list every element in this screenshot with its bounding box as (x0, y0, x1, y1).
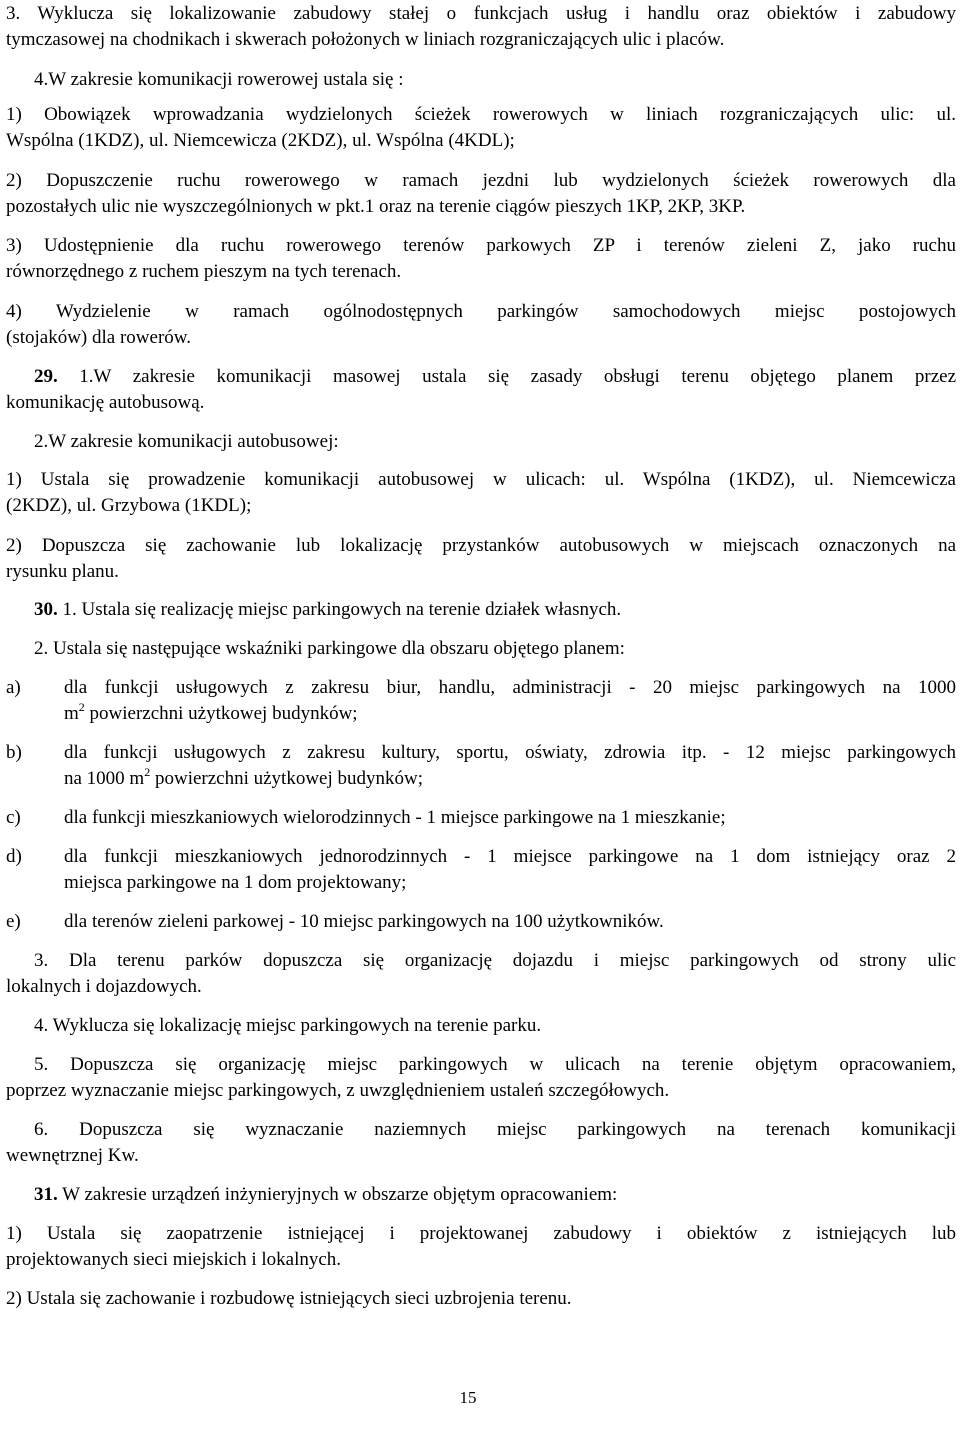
text-line: pozostałych ulic nie wyszczególnionych w pkt.1 oraz na terenie ciągów pieszych 1KP, 2KP, 3KP. (6, 196, 746, 217)
text-span: powierzchni użytkowej budynków; (150, 768, 424, 789)
text-line (64, 702, 956, 726)
text-line: równorzędnego z ruchem pieszym na tych terenach. (6, 261, 402, 282)
list-item-b (6, 741, 956, 765)
list-label: d) (6, 846, 22, 867)
list-item-c (6, 806, 956, 830)
text-line: Wspólna (1KDZ), ul. Niemcewicza (2KDZ), ul. Wspólna (4KDL); (6, 130, 515, 151)
text-line: 4. Wyklucza się lokalizację miejsc parkingowych na terenie parku. (34, 1015, 542, 1036)
section-heading: 4.W zakresie komunikacji rowerowej ustala się : (34, 69, 404, 90)
section-heading: 2.W zakresie komunikacji autobusowej: (34, 431, 339, 452)
superscript: 2 (144, 765, 151, 779)
text-line: (stojaków) dla rowerów. (6, 327, 192, 348)
text-line: 2) Dopuszcza się zachowanie lub lokalizację przystanków autobusowych w miejscach oznaczonych na (6, 535, 956, 556)
paragraph-line (34, 365, 956, 389)
text-span: dla funkcji mieszkaniowych wielorodzinnych - 1 miejsce parkingowe na 1 mieszkanie; (64, 807, 726, 828)
text-span: m (64, 703, 79, 724)
list-item-d (6, 845, 956, 869)
text-line: wewnętrznej Kw. (6, 1145, 139, 1166)
list-item-a (6, 676, 956, 700)
text-line (64, 767, 956, 791)
text-line: 6. Dopuszcza się wyznaczanie naziemnych miejsc parkingowych na terenach komunikacji (34, 1119, 956, 1140)
text-line: projektowanych sieci miejskich i lokalnych. (6, 1249, 342, 1270)
superscript: 2 (78, 700, 85, 714)
text-line: 1) Ustala się zaopatrzenie istniejącej i projektowanej zabudowy i obiektów z istniejących lub (6, 1223, 956, 1244)
text-line: komunikację autobusową. (6, 392, 205, 413)
text-line: (2KDZ), ul. Grzybowa (1KDL); (6, 495, 252, 516)
text-span: W zakresie urządzeń inżynieryjnych w obszarze objętym opracowaniem: (57, 1184, 618, 1205)
text-line: 2. Ustala się następujące wskaźniki parkingowe dla obszaru objętego planem: (34, 638, 625, 659)
text-line: miejsca parkingowe na 1 dom projektowany; (64, 872, 407, 893)
paragraph-number: 30. (34, 599, 58, 620)
paragraph-line (34, 598, 956, 622)
text-line: 5. Dopuszcza się organizację miejsc parkingowych w ulicach na terenie objętym opracowaniem, (34, 1054, 956, 1075)
text-span: 1.W zakresie komunikacji masowej ustala się zasady obsługi terenu objętego planem przez (57, 366, 956, 387)
list-label: c) (6, 807, 21, 828)
paragraph-line (34, 1183, 956, 1207)
text-span: dla terenów zieleni parkowej - 10 miejsc parkingowych na 100 użytkowników. (64, 911, 664, 932)
text-line: 4) Wydzielenie w ramach ogólnodostępnych parkingów samochodowych miejsc postojowych (6, 301, 956, 322)
text-span: dla funkcji usługowych z zakresu biur, handlu, administracji - 20 miejsc parkingowych na 1000 (64, 677, 956, 698)
text-span: 1. Ustala się realizację miejsc parkingowych na terenie działek własnych. (57, 599, 622, 620)
paragraph-number: 31. (34, 1184, 58, 1205)
text-line: 1) Ustala się prowadzenie komunikacji autobusowej w ulicach: ul. Wspólna (1KDZ), ul. Niemcewicza (6, 469, 956, 490)
text-line: 3) Udostępnienie dla ruchu rowerowego terenów parkowych ZP i terenów zieleni Z, jako ruchu (6, 235, 956, 256)
list-label: b) (6, 742, 22, 763)
text-line: 2) Dopuszczenie ruchu rowerowego w ramach jezdni lub wydzielonych ścieżek rowerowych dla (6, 170, 956, 191)
list-label: a) (6, 677, 21, 698)
text-span: powierzchni użytkowej budynków; (84, 703, 358, 724)
text-span: na 1000 m (64, 768, 145, 789)
text-line: poprzez wyznaczanie miejsc parkingowych, z uwzględnieniem ustaleń szczegółowych. (6, 1080, 670, 1101)
text-line: 3. Wyklucza się lokalizowanie zabudowy stałej o funkcjach usług i handlu oraz obiektów i zabudowy (6, 3, 956, 24)
text-span: dla funkcji usługowych z zakresu kultury, sportu, oświaty, zdrowia itp. - 12 miejsc parkingowych (64, 742, 956, 763)
text-span: dla funkcji mieszkaniowych jednorodzinnych - 1 miejsce parkingowe na 1 dom istniejący oraz 2 (64, 846, 956, 867)
text-line: rysunku planu. (6, 561, 119, 582)
text-line: 3. Dla terenu parków dopuszcza się organizację dojazdu i miejsc parkingowych od strony ulic (34, 950, 956, 971)
list-label: e) (6, 911, 21, 932)
text-line: 2) Ustala się zachowanie i rozbudowę istniejących sieci uzbrojenia terenu. (6, 1288, 572, 1309)
paragraph-number: 29. (34, 366, 58, 387)
page-number: 15 (459, 1388, 477, 1407)
text-line: lokalnych i dojazdowych. (6, 976, 202, 997)
text-line: tymczasowej na chodnikach i skwerach położonych w liniach rozgraniczających ulic i placów. (6, 29, 725, 50)
text-line: 1) Obowiązek wprowadzania wydzielonych ścieżek rowerowych w liniach rozgraniczających ulic: ul. (6, 104, 956, 125)
list-item-e (6, 910, 956, 934)
